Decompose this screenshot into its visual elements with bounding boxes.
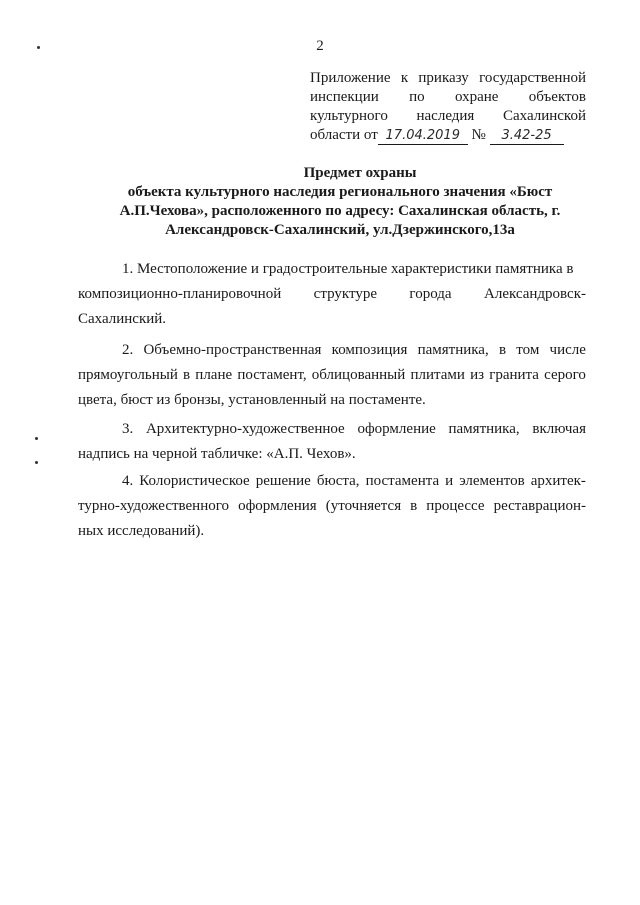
scan-speck bbox=[37, 46, 40, 49]
paragraph-line: 4. Колористическое решение бюста, постамента и элементов архитек- bbox=[122, 473, 586, 489]
page-number: 2 bbox=[316, 38, 324, 54]
paragraph-line: 3. Архитектурно-художественное оформление памятника, включая bbox=[122, 421, 586, 437]
appendix-date-line: области от 17.04.2019 № 3.42-25 bbox=[310, 126, 586, 145]
appendix-line: инспекции по охране объектов bbox=[310, 89, 586, 105]
title-line: Александровск-Сахалинский, ул.Дзержинского,13а bbox=[165, 222, 515, 238]
paragraph-3 bbox=[78, 417, 586, 467]
paragraph-line: композиционно-планировочной структуре города Александровск- bbox=[78, 286, 586, 302]
scan-speck bbox=[35, 461, 38, 464]
document-title bbox=[90, 164, 590, 240]
paragraph-line: Сахалинский. bbox=[78, 311, 167, 327]
paragraph-2 bbox=[78, 338, 586, 413]
paragraph-4 bbox=[78, 469, 586, 544]
appendix-line: культурного наследия Сахалинской bbox=[310, 108, 586, 124]
handwritten-date: 17.04.2019 bbox=[378, 128, 468, 145]
paragraph-1 bbox=[78, 257, 586, 332]
paragraph-line: 1. Местоположение и градостроительные характеристики памятника в bbox=[122, 261, 574, 277]
document-body bbox=[78, 257, 586, 544]
scan-speck bbox=[35, 437, 38, 440]
paragraph-line: 2. Объемно-пространственная композиция памятника, в том числе bbox=[122, 342, 586, 358]
paragraph-line: прямоугольный в плане постамент, облицованный плитами из гранита серого bbox=[78, 367, 586, 383]
title-heading: Предмет охраны bbox=[303, 165, 417, 181]
handwritten-number: 3.42-25 bbox=[490, 128, 564, 145]
paragraph-line: цвета, бюст из бронзы, установленный на постаменте. bbox=[78, 392, 426, 408]
appendix-header bbox=[310, 69, 586, 145]
appendix-line: Приложение к приказу государственной bbox=[310, 70, 586, 86]
paragraph-line: ных исследований). bbox=[78, 523, 205, 539]
title-line: объекта культурного наследия регионального значения «Бюст bbox=[127, 184, 553, 200]
paragraph-line: турно-художественного оформления (уточняется в процессе реставрацион- bbox=[78, 498, 586, 514]
paragraph-line: надпись на черной табличке: «А.П. Чехов». bbox=[78, 446, 356, 462]
title-line: А.П.Чехова», расположенного по адресу: Сахалинская область, г. bbox=[119, 203, 561, 219]
